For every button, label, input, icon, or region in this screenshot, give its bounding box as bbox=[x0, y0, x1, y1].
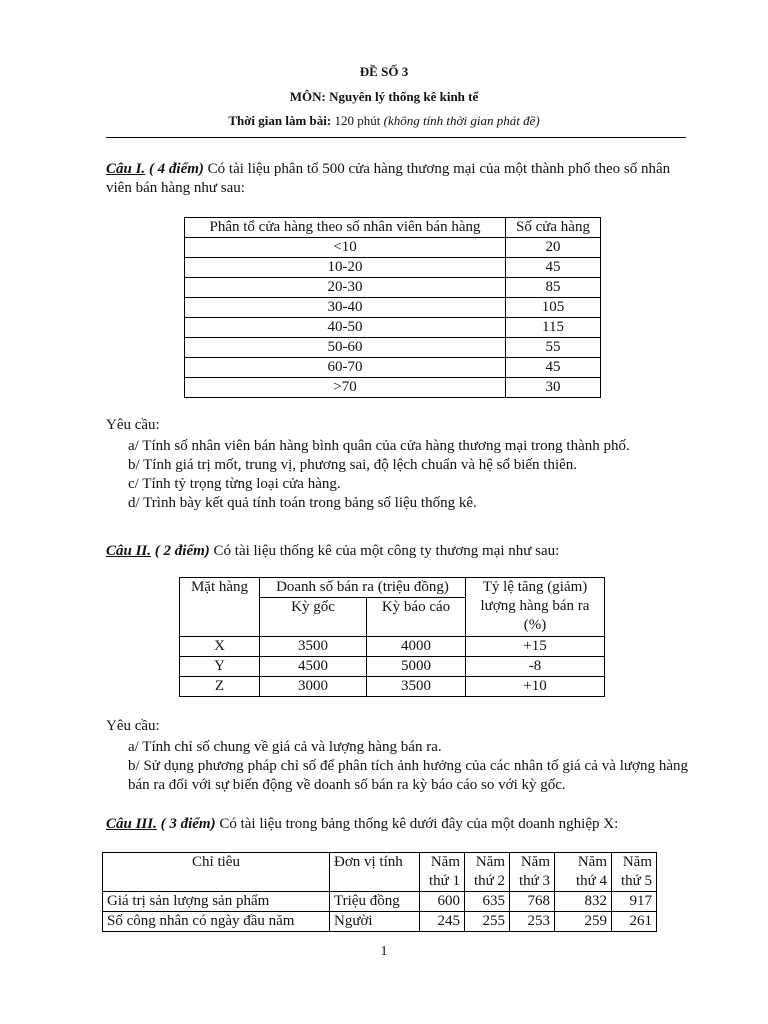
q2-req-a: a/ Tính chỉ số chung về giá cả và lượng hàng bán ra. bbox=[128, 739, 442, 755]
table-cell: 832 bbox=[555, 892, 612, 912]
table-header-cell: Kỳ báo cáo bbox=[367, 598, 466, 637]
q1-req-label: Yêu cầu: bbox=[106, 417, 160, 433]
table-cell: 635 bbox=[465, 892, 510, 912]
table-cell: 3000 bbox=[260, 677, 367, 697]
q3-table bbox=[102, 852, 657, 932]
table-cell: 45 bbox=[506, 358, 601, 378]
table-cell: +10 bbox=[466, 677, 605, 697]
table-cell: Số công nhân có ngày đầu năm bbox=[103, 912, 330, 932]
q1-req-d: d/ Trình bày kết quả tính toán trong bảng số liệu thống kê. bbox=[128, 495, 477, 511]
table-cell: 20-30 bbox=[185, 278, 506, 298]
table-cell: 261 bbox=[612, 912, 657, 932]
table-cell: 245 bbox=[420, 912, 465, 932]
q1-req-a: a/ Tính số nhân viên bán hàng bình quân của cửa hàng thương mại trong thành phố. bbox=[128, 438, 630, 454]
table-cell: 105 bbox=[506, 298, 601, 318]
table-header-cell: Kỳ gốc bbox=[260, 598, 367, 637]
table-header-cell: Đơn vị tính bbox=[330, 853, 420, 892]
q2-req-b: b/ Sử dụng phương pháp chỉ số để phân tích ảnh hưởng của các nhân tố giá cả và lượng hàng bán ra đối với sự biến động về doanh số bán ra kỳ báo cáo so với kỳ gốc. bbox=[128, 758, 688, 793]
q3-title: Câu III. bbox=[106, 816, 157, 832]
table-header-cell: Phân tổ cửa hàng theo số nhân viên bán hàng bbox=[185, 218, 506, 238]
table-header-cell: Doanh số bán ra (triệu đồng) bbox=[260, 578, 466, 598]
table-cell: 40-50 bbox=[185, 318, 506, 338]
table-cell: Người bbox=[330, 912, 420, 932]
q2-table bbox=[179, 577, 605, 697]
q2-req-label: Yêu cầu: bbox=[106, 718, 160, 734]
table-cell: 55 bbox=[506, 338, 601, 358]
table-cell: 50-60 bbox=[185, 338, 506, 358]
table-cell: 259 bbox=[555, 912, 612, 932]
exam-time bbox=[0, 113, 768, 129]
q1-req-c: c/ Tính tỷ trọng từng loại cửa hàng. bbox=[128, 476, 341, 492]
table-cell: 768 bbox=[510, 892, 555, 912]
q2-title: Câu II. bbox=[106, 543, 152, 559]
q1-intro-text: Có tài liệu phân tổ 500 cửa hàng thương mại của một thành phố theo số nhân viên bán hàng như sau: bbox=[106, 161, 671, 196]
q1-intro bbox=[106, 160, 688, 198]
exam-title: ĐỀ SỐ 3 bbox=[359, 64, 409, 79]
table-cell: Y bbox=[180, 657, 260, 677]
table-cell: 4000 bbox=[367, 637, 466, 657]
q2-intro bbox=[106, 542, 688, 561]
table-header-cell: Năm thứ 2 bbox=[465, 853, 510, 892]
table-cell: 5000 bbox=[367, 657, 466, 677]
table-row bbox=[185, 338, 601, 358]
q3-intro-text: Có tài liệu trong bảng thống kê dưới đây của một doanh nghiệp X: bbox=[219, 816, 619, 832]
q1-title: Câu I. bbox=[106, 161, 146, 177]
q2-points: ( 2 điểm) bbox=[151, 543, 214, 559]
table-cell: 3500 bbox=[260, 637, 367, 657]
time-value: 120 phút bbox=[331, 113, 384, 128]
table-cell: +15 bbox=[466, 637, 605, 657]
table-header-cell: Tỷ lệ tăng (giảm) lượng hàng bán ra (%) bbox=[466, 578, 605, 637]
table-row bbox=[185, 238, 601, 258]
q3-points: ( 3 điểm) bbox=[156, 816, 220, 832]
table-row bbox=[103, 912, 657, 932]
exam-subject: MÔN: Nguyên lý thống kê kinh tế bbox=[289, 89, 479, 104]
table-cell: Giá trị sản lượng sản phẩm bbox=[103, 892, 330, 912]
table-cell: 3500 bbox=[367, 677, 466, 697]
table-cell: 30-40 bbox=[185, 298, 506, 318]
q1-req-b: b/ Tính giá trị mốt, trung vị, phương sai, độ lệch chuẩn và hệ số biến thiên. bbox=[128, 457, 578, 473]
q3-intro bbox=[106, 815, 688, 834]
table-cell: 30 bbox=[506, 378, 601, 398]
table-row bbox=[185, 378, 601, 398]
table-row bbox=[185, 298, 601, 318]
table-cell: X bbox=[180, 637, 260, 657]
table-header-row bbox=[103, 853, 657, 892]
table-row bbox=[103, 892, 657, 912]
table-cell: 20 bbox=[506, 238, 601, 258]
table-header-cell: Năm thứ 4 bbox=[555, 853, 612, 892]
table-header-cell: Năm thứ 1 bbox=[420, 853, 465, 892]
table-row bbox=[185, 278, 601, 298]
table-cell: 4500 bbox=[260, 657, 367, 677]
table-row bbox=[180, 677, 605, 697]
table-cell: 255 bbox=[465, 912, 510, 932]
q1-table bbox=[184, 217, 601, 398]
table-header-row bbox=[180, 578, 605, 598]
table-cell: 45 bbox=[506, 258, 601, 278]
table-header-cell: Năm thứ 3 bbox=[510, 853, 555, 892]
page-number: 1 bbox=[380, 944, 388, 959]
table-cell: 253 bbox=[510, 912, 555, 932]
table-cell: 600 bbox=[420, 892, 465, 912]
time-label: Thời gian làm bài: bbox=[228, 113, 332, 128]
table-row bbox=[185, 258, 601, 278]
table-row bbox=[180, 637, 605, 657]
table-cell: 10-20 bbox=[185, 258, 506, 278]
table-cell: Z bbox=[180, 677, 260, 697]
table-header-row bbox=[185, 218, 601, 238]
table-cell: 85 bbox=[506, 278, 601, 298]
table-cell: Triệu đồng bbox=[330, 892, 420, 912]
table-row bbox=[185, 318, 601, 338]
table-cell: 115 bbox=[506, 318, 601, 338]
table-header-cell: Mặt hàng bbox=[180, 578, 260, 637]
table-cell: >70 bbox=[185, 378, 506, 398]
table-header-cell: Số cửa hàng bbox=[506, 218, 601, 238]
header-divider bbox=[106, 137, 686, 138]
table-header-cell: Năm thứ 5 bbox=[612, 853, 657, 892]
table-header-cell: Chỉ tiêu bbox=[103, 853, 330, 892]
table-cell: <10 bbox=[185, 238, 506, 258]
table-row bbox=[180, 657, 605, 677]
time-note: (không tính thời gian phát đề) bbox=[383, 113, 540, 128]
table-cell: 60-70 bbox=[185, 358, 506, 378]
table-cell: -8 bbox=[466, 657, 605, 677]
q1-points: ( 4 điểm) bbox=[145, 161, 208, 177]
q2-intro-text: Có tài liệu thống kê của một công ty thương mại như sau: bbox=[213, 543, 560, 559]
table-cell: 917 bbox=[612, 892, 657, 912]
table-row bbox=[185, 358, 601, 378]
